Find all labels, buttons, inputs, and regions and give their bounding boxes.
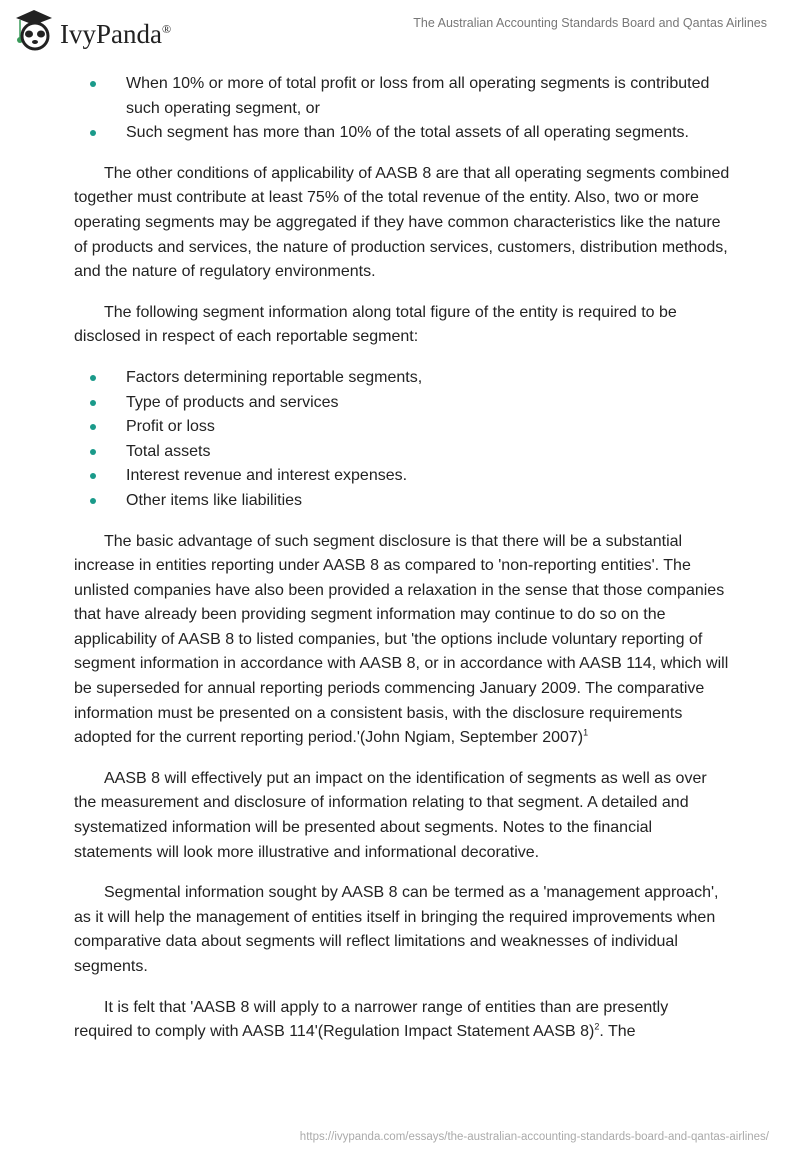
bullet-icon xyxy=(90,81,96,87)
footnote-ref[interactable]: 1 xyxy=(583,727,589,738)
source-url[interactable]: https://ivypanda.com/essays/the-australian-accounting-standards-board-and-qantas-airlines/ xyxy=(299,1131,769,1143)
logo[interactable] xyxy=(14,8,171,52)
bullet-icon xyxy=(90,424,96,430)
paragraph: AASB 8 will effectively put an impact on the identification of segments as well as over the measurement and disclosure of information relating to that segment. A detailed and systematized information will be presented about segments. Notes to the financial statements will look more illustrative and informational decorative. xyxy=(74,769,707,861)
bullet-list-disclosures xyxy=(74,366,730,514)
bullet-list-conditions xyxy=(74,72,730,146)
paragraph: Segmental information sought by AASB 8 can be termed as a 'management approach', as it will help the management of entities itself in bringing the required improvements when comparative data about segments will reflect limitations and weaknesses of individual segments. xyxy=(74,884,719,975)
list-item: Type of products and services xyxy=(74,391,730,416)
bullet-icon xyxy=(90,498,96,504)
list-item: When 10% or more of total profit or loss from all operating segments is contributed such operating segment, or xyxy=(74,72,730,121)
list-item: Factors determining reportable segments, xyxy=(74,366,730,391)
list-item: Other items like liabilities xyxy=(74,489,730,514)
paragraph: The following segment information along total figure of the entity is required to be disclosed in respect of each reportable segment: xyxy=(74,303,677,346)
paragraph: The other conditions of applicability of AASB 8 are that all operating segments combined together must contribute at least 75% of the total revenue of the entity. Also, two or more operating segments may be aggregated if they have common characteristics like the nature of products and services, the nature of production services, customers, distribution methods, and the nature of regulatory environments. xyxy=(74,164,730,281)
bullet-icon xyxy=(90,375,96,381)
brand-name: IvyPanda® xyxy=(60,18,172,49)
document-title: The Australian Accounting Standards Board and Qantas Airlines xyxy=(413,16,767,30)
panda-logo-icon xyxy=(14,8,54,52)
list-item: Such segment has more than 10% of the total assets of all operating segments. xyxy=(74,121,730,146)
bullet-icon xyxy=(90,400,96,406)
footnote-ref[interactable]: 2 xyxy=(594,1021,600,1032)
bullet-icon xyxy=(90,449,96,455)
list-item: Interest revenue and interest expenses. xyxy=(74,464,730,489)
list-item: Total assets xyxy=(74,440,730,465)
essay-content xyxy=(74,72,730,1045)
paragraph: The basic advantage of such segment disclosure is that there will be a substantial increase in entities reporting under AASB 8 as compared to 'non-reporting entities'. The unlisted companies have also been provided a relaxation in the sense that those companies that have already been providing segment information may continue to do so on the applicability of AASB 8 to listed companies, but 'the options include voluntary reporting of segment information in accordance with AASB 8, or in accordance with AASB 114, which will be superseded for annual reporting periods commencing January 2009. The comparative information must be presented on a consistent basis, with the disclosure requirements adopted for the current reporting period.'(John Ngiam, September 2007)$^1$ xyxy=(74,532,729,747)
bullet-icon xyxy=(90,473,96,479)
header xyxy=(0,0,800,60)
paragraph: It is felt that 'AASB 8 will apply to a narrower range of entities than are presently required to comply with AASB 114'(Regulation Impact Statement AASB 8)$^2$. The xyxy=(74,998,669,1041)
list-item: Profit or loss xyxy=(74,415,730,440)
bullet-icon xyxy=(90,130,96,136)
